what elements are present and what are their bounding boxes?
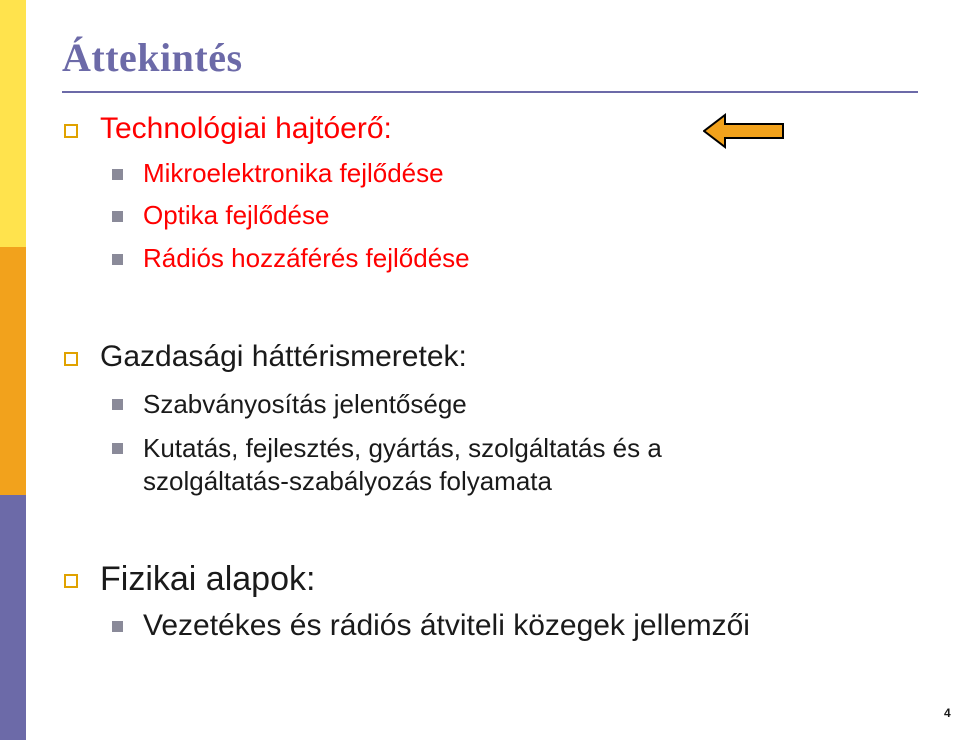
hollow-square-bullet-icon bbox=[64, 124, 78, 138]
list-item-text: szolgáltatás-szabályozás folyamata bbox=[143, 466, 552, 496]
list-item-text: Kutatás, fejlesztés, gyártás, szolgáltatás és a bbox=[143, 433, 662, 463]
page-number: 4 bbox=[944, 706, 951, 720]
list-item-text: Optika fejlődése bbox=[143, 200, 330, 230]
section-heading-text: Technológiai hajtóerő: bbox=[100, 112, 392, 145]
filled-square-bullet-icon bbox=[112, 399, 123, 410]
decor-strip-yellow bbox=[0, 0, 26, 247]
section-heading-text: Gazdasági háttérismeretek: bbox=[100, 340, 467, 373]
list-item-text: Mikroelektronika fejlődése bbox=[143, 158, 444, 188]
filled-square-bullet-icon bbox=[112, 621, 123, 632]
decor-strip-purple bbox=[0, 495, 26, 740]
filled-square-bullet-icon bbox=[112, 169, 123, 180]
slide-title: Áttekintés bbox=[62, 35, 243, 80]
list-item-text: Szabványosítás jelentősége bbox=[143, 389, 467, 419]
left-arrow-icon bbox=[703, 113, 785, 149]
filled-square-bullet-icon bbox=[112, 211, 123, 222]
decor-strip-orange bbox=[0, 247, 26, 495]
hollow-square-bullet-icon bbox=[64, 352, 78, 366]
list-item-text: Rádiós hozzáférés fejlődése bbox=[143, 243, 470, 273]
filled-square-bullet-icon bbox=[112, 443, 123, 454]
section-heading-text: Fizikai alapok: bbox=[100, 560, 316, 598]
title-underline bbox=[62, 91, 918, 93]
filled-square-bullet-icon bbox=[112, 254, 123, 265]
hollow-square-bullet-icon bbox=[64, 574, 78, 588]
list-item-text: Vezetékes és rádiós átviteli közegek jellemzői bbox=[143, 609, 750, 642]
